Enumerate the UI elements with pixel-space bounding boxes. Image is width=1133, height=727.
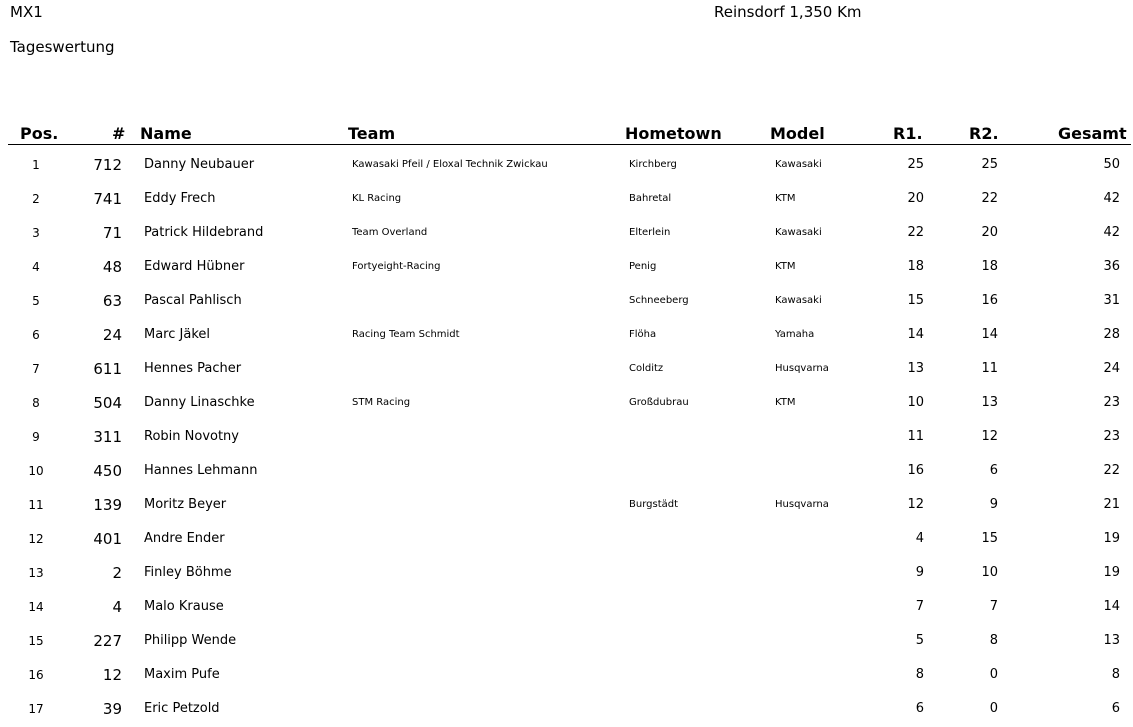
position-cell: 9 (32, 430, 40, 444)
model-cell: Yamaha (775, 329, 815, 340)
column-header-r1: R1. (893, 124, 923, 143)
total-points-cell: 14 (1103, 599, 1120, 614)
position-cell: 17 (28, 702, 44, 716)
position-cell: 3 (32, 226, 40, 240)
total-points-cell: 21 (1103, 497, 1120, 512)
race1-points-cell: 13 (907, 361, 924, 376)
position-cell: 11 (28, 498, 44, 512)
race2-points-cell: 15 (981, 531, 998, 546)
race1-points-cell: 4 (915, 531, 924, 546)
position-cell: 13 (28, 566, 44, 580)
hometown-cell: Colditz (629, 363, 664, 374)
start-number-cell: 24 (102, 326, 122, 344)
rider-name-cell: Danny Neubauer (144, 157, 255, 172)
start-number-cell: 63 (102, 292, 122, 310)
race1-points-cell: 10 (907, 395, 924, 410)
race2-points-cell: 14 (981, 327, 998, 342)
column-header-model: Model (770, 124, 825, 143)
rider-name-cell: Robin Novotny (144, 429, 239, 444)
rider-name-cell: Pascal Pahlisch (144, 293, 242, 308)
race2-points-cell: 22 (981, 191, 998, 206)
column-header-name: Name (140, 124, 192, 143)
table-row (0, 590, 1133, 624)
rider-name-cell: Edward Hübner (144, 259, 245, 274)
page-subtitle: Tageswertung (10, 38, 115, 56)
start-number-cell: 741 (93, 190, 122, 208)
race1-points-cell: 12 (907, 497, 924, 512)
column-header-hometown: Hometown (625, 124, 722, 143)
position-cell: 2 (32, 192, 40, 206)
total-points-cell: 24 (1103, 361, 1120, 376)
race1-points-cell: 7 (915, 599, 924, 614)
race1-points-cell: 6 (915, 701, 924, 716)
table-row (0, 488, 1133, 522)
race1-points-cell: 14 (907, 327, 924, 342)
start-number-cell: 311 (93, 428, 122, 446)
rider-name-cell: Maxim Pufe (144, 667, 220, 682)
table-row (0, 352, 1133, 386)
race2-points-cell: 12 (981, 429, 998, 444)
total-points-cell: 50 (1103, 157, 1120, 172)
rider-name-cell: Eric Petzold (144, 701, 220, 716)
venue-info: Reinsdorf 1,350 Km (714, 3, 862, 21)
model-cell: Kawasaki (775, 227, 822, 238)
rider-name-cell: Hennes Pacher (144, 361, 242, 376)
team-cell: STM Racing (352, 397, 411, 408)
hometown-cell: Bahretal (629, 193, 672, 204)
model-cell: Kawasaki (775, 295, 822, 306)
total-points-cell: 36 (1103, 259, 1120, 274)
total-points-cell: 22 (1103, 463, 1120, 478)
start-number-cell: 712 (93, 156, 122, 174)
table-row (0, 148, 1133, 182)
start-number-cell: 39 (102, 700, 122, 718)
hometown-cell: Schneeberg (629, 295, 689, 306)
start-number-cell: 2 (112, 564, 122, 582)
position-cell: 12 (28, 532, 44, 546)
hometown-cell: Flöha (629, 329, 657, 340)
column-header-pos: Pos. (20, 124, 59, 143)
total-points-cell: 6 (1111, 701, 1120, 716)
table-row (0, 250, 1133, 284)
table-row (0, 182, 1133, 216)
table-row (0, 216, 1133, 250)
race2-points-cell: 16 (981, 293, 998, 308)
start-number-cell: 401 (93, 530, 122, 548)
header-divider (8, 144, 1131, 145)
table-row (0, 454, 1133, 488)
race1-points-cell: 25 (907, 157, 924, 172)
team-cell: Team Overland (352, 227, 428, 238)
rider-name-cell: Hannes Lehmann (144, 463, 258, 478)
table-row (0, 658, 1133, 692)
race1-points-cell: 5 (915, 633, 924, 648)
start-number-cell: 611 (93, 360, 122, 378)
start-number-cell: 504 (93, 394, 122, 412)
column-header-team: Team (348, 124, 396, 143)
team-cell: Racing Team Schmidt (352, 329, 460, 340)
race2-points-cell: 20 (981, 225, 998, 240)
total-points-cell: 23 (1103, 395, 1120, 410)
rider-name-cell: Andre Ender (144, 531, 225, 546)
position-cell: 1 (32, 158, 40, 172)
position-cell: 8 (32, 396, 40, 410)
race2-points-cell: 0 (989, 701, 998, 716)
table-row (0, 692, 1133, 726)
race1-points-cell: 16 (907, 463, 924, 478)
column-header-r2: R2. (969, 124, 999, 143)
race1-points-cell: 20 (907, 191, 924, 206)
table-row (0, 522, 1133, 556)
total-points-cell: 13 (1103, 633, 1120, 648)
model-cell: KTM (775, 261, 796, 272)
race2-points-cell: 0 (989, 667, 998, 682)
race2-points-cell: 8 (989, 633, 998, 648)
race2-points-cell: 25 (981, 157, 998, 172)
rider-name-cell: Danny Linaschke (144, 395, 255, 410)
team-cell: Kawasaki Pfeil / Eloxal Technik Zwickau (352, 159, 548, 170)
total-points-cell: 23 (1103, 429, 1120, 444)
model-cell: Kawasaki (775, 159, 822, 170)
hometown-cell: Kirchberg (629, 159, 677, 170)
start-number-cell: 139 (93, 496, 122, 514)
race1-points-cell: 11 (907, 429, 924, 444)
rider-name-cell: Eddy Frech (144, 191, 216, 206)
column-header-total: Gesamt (1058, 124, 1127, 143)
race2-points-cell: 18 (981, 259, 998, 274)
total-points-cell: 19 (1103, 565, 1120, 580)
total-points-cell: 42 (1103, 191, 1120, 206)
team-cell: Fortyeight-Racing (352, 261, 441, 272)
position-cell: 6 (32, 328, 40, 342)
race1-points-cell: 9 (915, 565, 924, 580)
position-cell: 16 (28, 668, 44, 682)
total-points-cell: 31 (1103, 293, 1120, 308)
start-number-cell: 227 (93, 632, 122, 650)
position-cell: 10 (28, 464, 44, 478)
model-cell: KTM (775, 193, 796, 204)
rider-name-cell: Philipp Wende (144, 633, 237, 648)
team-cell: KL Racing (352, 193, 402, 204)
start-number-cell: 12 (102, 666, 122, 684)
total-points-cell: 19 (1103, 531, 1120, 546)
race2-points-cell: 6 (989, 463, 998, 478)
race1-points-cell: 22 (907, 225, 924, 240)
start-number-cell: 4 (112, 598, 122, 616)
hometown-cell: Großdubrau (629, 397, 689, 408)
start-number-cell: 450 (93, 462, 122, 480)
race1-points-cell: 8 (915, 667, 924, 682)
race1-points-cell: 15 (907, 293, 924, 308)
race2-points-cell: 11 (981, 361, 998, 376)
rider-name-cell: Moritz Beyer (144, 497, 227, 512)
table-row (0, 318, 1133, 352)
hometown-cell: Elterlein (629, 227, 671, 238)
column-header-number: # (112, 124, 126, 143)
race2-points-cell: 9 (989, 497, 998, 512)
class-name: MX1 (10, 3, 43, 21)
rider-name-cell: Marc Jäkel (144, 327, 210, 342)
position-cell: 4 (32, 260, 40, 274)
table-row (0, 556, 1133, 590)
rider-name-cell: Malo Krause (144, 599, 224, 614)
table-row (0, 624, 1133, 658)
hometown-cell: Penig (629, 261, 657, 272)
position-cell: 5 (32, 294, 40, 308)
start-number-cell: 71 (102, 224, 122, 242)
race1-points-cell: 18 (907, 259, 924, 274)
position-cell: 7 (32, 362, 40, 376)
model-cell: KTM (775, 397, 796, 408)
model-cell: Husqvarna (775, 499, 829, 510)
race2-points-cell: 7 (989, 599, 998, 614)
position-cell: 15 (28, 634, 44, 648)
model-cell: Husqvarna (775, 363, 829, 374)
table-row (0, 284, 1133, 318)
rider-name-cell: Finley Böhme (144, 565, 232, 580)
rider-name-cell: Patrick Hildebrand (144, 225, 264, 240)
table-row (0, 386, 1133, 420)
hometown-cell: Burgstädt (629, 499, 679, 510)
total-points-cell: 8 (1111, 667, 1120, 682)
race2-points-cell: 10 (981, 565, 998, 580)
total-points-cell: 42 (1103, 225, 1120, 240)
start-number-cell: 48 (102, 258, 122, 276)
position-cell: 14 (28, 600, 44, 614)
race2-points-cell: 13 (981, 395, 998, 410)
table-row (0, 420, 1133, 454)
total-points-cell: 28 (1103, 327, 1120, 342)
